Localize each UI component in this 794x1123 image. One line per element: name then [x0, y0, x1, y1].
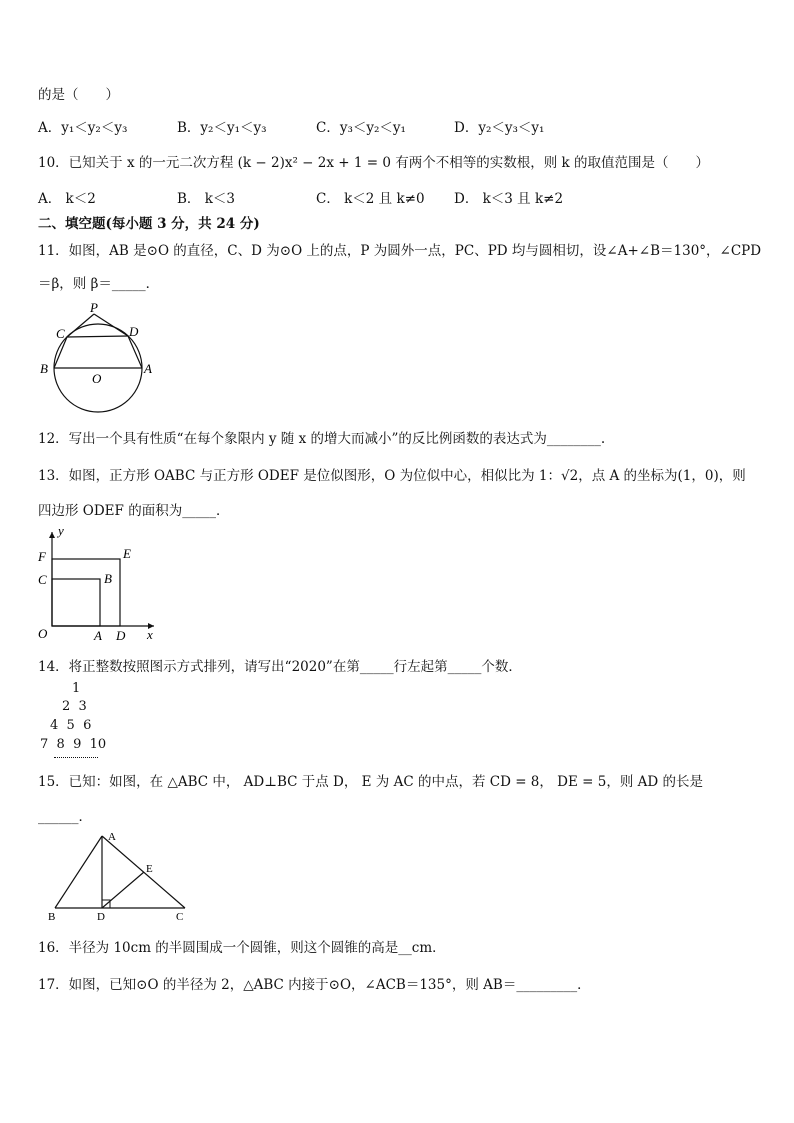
q14-row-4: 7 8 9 10	[40, 737, 107, 752]
q10-option-c: C． k＜2 且 k≠0	[316, 191, 425, 207]
q12-stem: 12．写出一个具有性质“在每个象限内 y 随 x 的增大而减小”的反比例函数的表达式为________.	[38, 431, 606, 447]
q15-label-c: C	[176, 911, 184, 923]
q10-option-b: B． k＜3	[177, 191, 235, 207]
q9-stem-tail: 的是（ ）	[38, 87, 119, 103]
q15-stem-line1: 15．已知：如图，在 △ABC 中， AD⊥BC 于点 D， E 为 AC 的中点，若 CD = 8， DE = 5，则 AD 的长是	[38, 774, 703, 790]
q11-label-a: A	[144, 361, 152, 376]
q16-stem: 16．半径为 10cm 的半圆围成一个圆锥，则这个圆锥的高是__cm．	[38, 940, 446, 956]
q9-option-b: B．y₂＜y₁＜y₃	[177, 120, 267, 136]
q13-label-y: y	[58, 523, 64, 538]
q14-row-1: 1	[72, 681, 81, 696]
q15-label-e: E	[146, 863, 153, 875]
q11-circle-tangent-figure	[36, 298, 161, 416]
q11-label-c: C	[56, 326, 65, 341]
q11-label-b: B	[40, 361, 48, 376]
q9-option-a: A．y₁＜y₂＜y₃	[38, 120, 128, 136]
q11-stem-line1: 11．如图，AB 是⊙O 的直径，C、D 为⊙O 上的点，P 为圆外一点，PC、PD 均与圆相切，设∠A+∠B＝130°，∠CPD	[38, 243, 762, 259]
q14-stem: 14．将正整数按照图示方式排列，请写出“2020”在第_____行左起第_____个数．	[38, 659, 522, 675]
q15-label-d: D	[97, 911, 105, 923]
q15-triangle-figure	[40, 826, 200, 924]
q9-option-d: D．y₂＜y₃＜y₁	[454, 120, 545, 136]
q10-option-a: A． k＜2	[38, 191, 96, 207]
q10-stem: 10．已知关于 x 的一元二次方程 (k − 2)x² − 2x + 1 = 0 有两个不相等的实数根，则 k 的取值范围是（ ）	[38, 155, 710, 171]
q13-stem-line2: 四边形 ODEF 的面积为_____．	[38, 503, 230, 519]
q11-stem-line2: ＝β，则 β＝_____．	[38, 276, 160, 292]
q13-label-e: E	[123, 546, 131, 561]
q11-label-d: D	[129, 324, 139, 339]
section-heading-fill-in: 二、填空题(每小题 3 分，共 24 分)	[38, 216, 260, 232]
q15-stem-line2: ______．	[38, 809, 92, 825]
q14-row-3: 4 5 6	[50, 718, 92, 733]
q13-label-o: O	[38, 626, 48, 641]
q11-label-o: O	[92, 371, 102, 386]
q9-option-c: C．y₃＜y₂＜y₁	[316, 120, 406, 136]
q14-continuation-dots	[54, 757, 98, 758]
q13-label-x: x	[147, 627, 153, 642]
q17-stem: 17．如图，已知⊙O 的半径为 2，△ABC 内接于⊙O，∠ACB＝135°，则 AB＝_________．	[38, 977, 591, 993]
q13-squares-figure	[34, 522, 164, 644]
q10-option-d: D． k＜3 且 k≠2	[454, 191, 564, 207]
q11-label-p: P	[90, 300, 98, 315]
q13-label-c: C	[38, 572, 47, 587]
q15-label-b: B	[48, 911, 56, 923]
q13-label-f: F	[38, 549, 46, 564]
q15-label-a: A	[108, 831, 116, 843]
q14-row-2: 2 3	[62, 699, 87, 714]
q13-stem-line1: 13．如图，正方形 OABC 与正方形 ODEF 是位似图形，O 为位似中心，相似比为 1：√2，点 A 的坐标为(1，0)，则	[38, 468, 746, 484]
q13-label-b: B	[104, 571, 112, 586]
q13-label-a: A	[94, 628, 102, 643]
q13-label-d: D	[116, 628, 126, 643]
